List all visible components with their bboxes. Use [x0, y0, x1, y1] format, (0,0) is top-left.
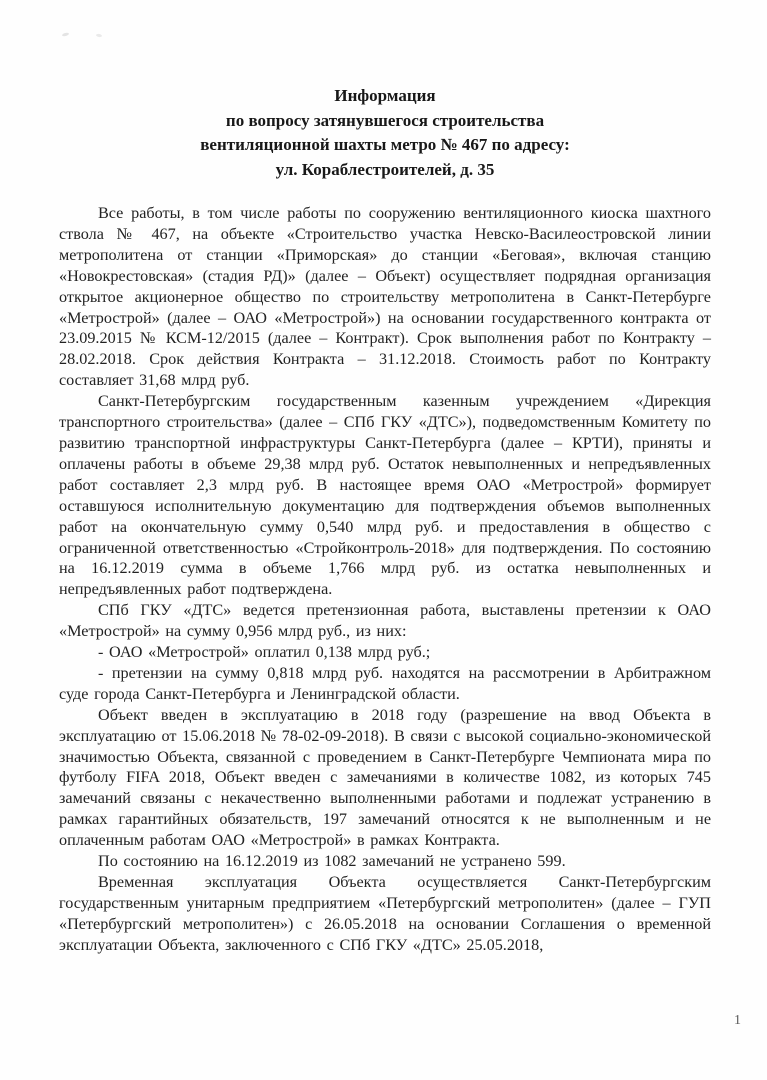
body-paragraph: Объект введен в эксплуатацию в 2018 году (разрешение на ввод Объекта в эксплуатацию от 15.06.2018 № 78-02-09-2018). В связи с высокой социально-экономической значимостью Объекта, связанной с проведением в Санкт-Петербурге Чемпионата мира по футболу FIFA 2018, Объект введен с замечаниями в количестве 1082, из которых 745 замечаний связаны с некачественно выполненными работами и подлежат устранению в рамках гарантийных обязательств, 197 замечаний относятся к не выполненным и не оплаченным работам ОАО «Метрострой» в рамках Контракта. [59, 705, 711, 850]
title-line: вентиляционной шахты метро № 467 по адресу: [200, 135, 570, 154]
title-line: ул. Кораблестроителей, д. 35 [275, 159, 495, 179]
body-paragraph: Все работы, в том числе работы по сооружению вентиляционного киоска шахтного ствола № 467, на объекте «Строительство участка Невско-Василеостровской линии метрополитена от станции «Приморская» до станции «Беговая», включая станцию «Новокрестовская» (стадия РД)» (далее – Объект) осуществляет подрядная организация открытое акционерное общество по строительству метрополитена в Санкт-Петербурге «Метрострой» (далее – ОАО «Метрострой») на основании государственного контракта от 23.09.2015 № КСМ-12/2015 (далее – Контракт). Срок выполнения работ по Контракту – 28.02.2018. Срок действия Контракта – 31.12.2018. Стоимость работ по Контракту составляет 31,68 млрд руб. [59, 204, 711, 390]
body-paragraph: По состоянию на 16.12.2019 из 1082 замечаний не устранено 599. [98, 852, 566, 871]
document-body [59, 203, 711, 956]
document-content [59, 84, 711, 956]
body-paragraph: Временная эксплуатация Объекта осуществляется Санкт-Петербургским государственным унитарным предприятием «Петербургский метрополитен» (далее – ГУП «Петербургский метрополитен») с 26.05.2018 на основании Соглашения о временной эксплуатации Объекта, заключенного с СПб ГКУ «ДТС» 25.05.2018, [59, 873, 711, 954]
scan-artifact [96, 34, 102, 38]
body-paragraph-list-item: - ОАО «Метрострой» оплатил 0,138 млрд руб.; [98, 643, 431, 662]
title-line: Информация [334, 86, 436, 105]
document-title [59, 84, 711, 182]
body-paragraph-list-item: - претензии на сумму 0,818 млрд руб. находятся на рассмотрении в Арбитражном суде города Санкт-Петербурга и Ленинградской области. [59, 663, 711, 703]
title-line: по вопросу затянувшегося строительства [225, 110, 545, 130]
scan-artifact [62, 32, 70, 37]
body-paragraph: СПб ГКУ «ДТС» ведется претензионная работа, выставлены претензии к ОАО «Метрострой» на сумму 0,956 млрд руб., из них: [59, 601, 711, 641]
page-number: 1 [734, 1013, 741, 1028]
body-paragraph: Санкт-Петербургским государственным казенным учреждением «Дирекция транспортного строительства» (далее – СПб ГКУ «ДТС»), подведомственным Комитету по развитию транспортной инфраструктуры Санкт-Петербурга (далее – КРТИ), приняты и оплачены работы в объеме 29,38 млрд руб. Остаток невыполненных и непредъявленных работ составляет 2,3 млрд руб. В настоящее время ОАО «Метрострой» формирует оставшуюся исполнительную документацию для подтверждения объемов выполненных работ на окончательную сумму 0,540 млрд руб. и предоставления в общество с ограниченной ответственностью «Стройконтроль-2018» для подтверждения. По состоянию на 16.12.2019 сумма в объеме 1,766 млрд руб. из остатка невыполненных и непредъявленных работ подтверждена. [59, 392, 711, 599]
